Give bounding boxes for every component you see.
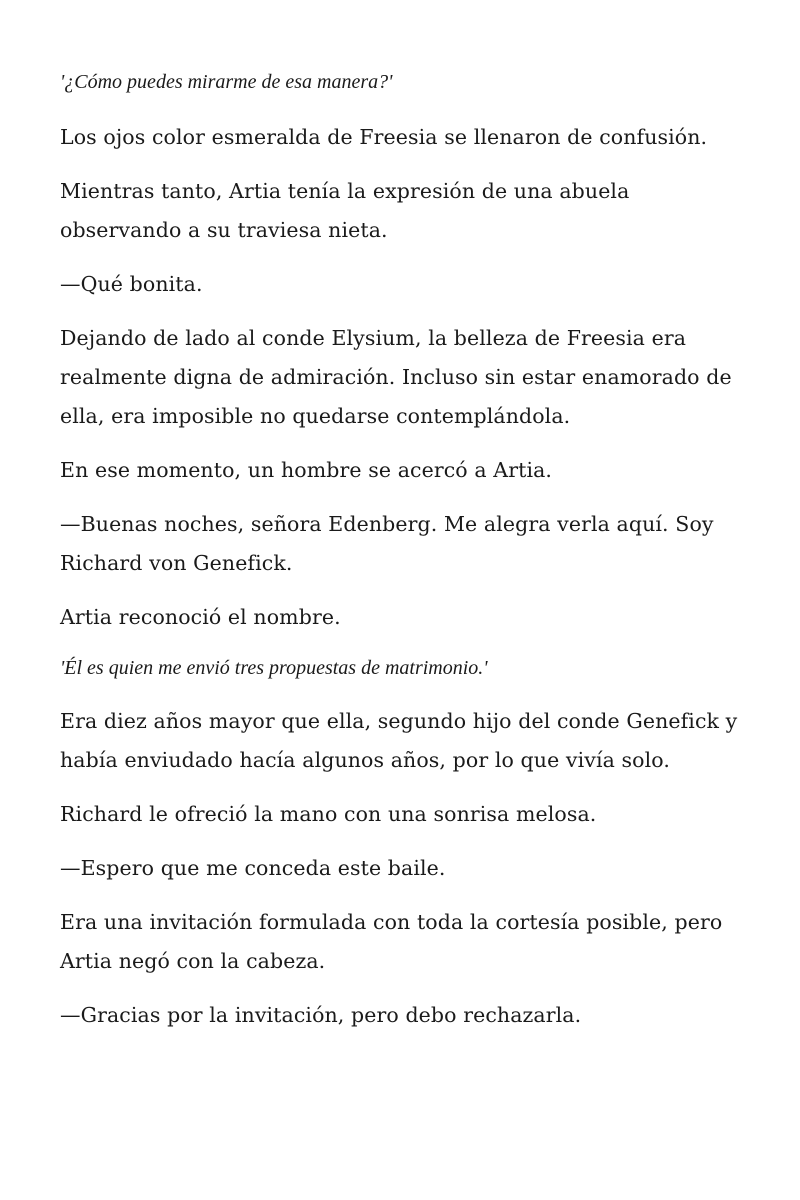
dialogue-paragraph: —Qué bonita.	[60, 272, 203, 296]
narrative-paragraph: Dejando de lado al conde Elysium, la belleza de Freesia era realmente digna de admiración. Incluso sin estar enamorado de ella, era imposible no quedarse contemplándola.	[60, 326, 732, 428]
narrative-paragraph: En ese momento, un hombre se acercó a Artia.	[60, 458, 553, 482]
dialogue-paragraph: —Gracias por la invitación, pero debo rechazarla.	[60, 1003, 582, 1027]
narrative-paragraph: Richard le ofreció la mano con una sonrisa melosa.	[60, 802, 597, 826]
inner-thought-paragraph: 'Él es quien me envió tres propuestas de matrimonio.'	[60, 657, 488, 679]
document-page	[60, 66, 750, 1050]
dialogue-paragraph: —Espero que me conceda este baile.	[60, 856, 446, 880]
narrative-paragraph: Era diez años mayor que ella, segundo hijo del conde Genefick y había enviudado hacía algunos años, por lo que vivía solo.	[60, 709, 738, 772]
narrative-paragraph: Artia reconoció el nombre.	[60, 605, 341, 629]
dialogue-paragraph: —Buenas noches, señora Edenberg. Me alegra verla aquí. Soy Richard von Genefick.	[60, 512, 714, 575]
inner-thought-paragraph: '¿Cómo puedes mirarme de esa manera?'	[60, 71, 393, 93]
narrative-paragraph: Mientras tanto, Artia tenía la expresión de una abuela observando a su traviesa nieta.	[60, 179, 630, 242]
narrative-paragraph: Los ojos color esmeralda de Freesia se llenaron de confusión.	[60, 125, 708, 149]
narrative-paragraph: Era una invitación formulada con toda la cortesía posible, pero Artia negó con la cabeza.	[60, 910, 723, 973]
